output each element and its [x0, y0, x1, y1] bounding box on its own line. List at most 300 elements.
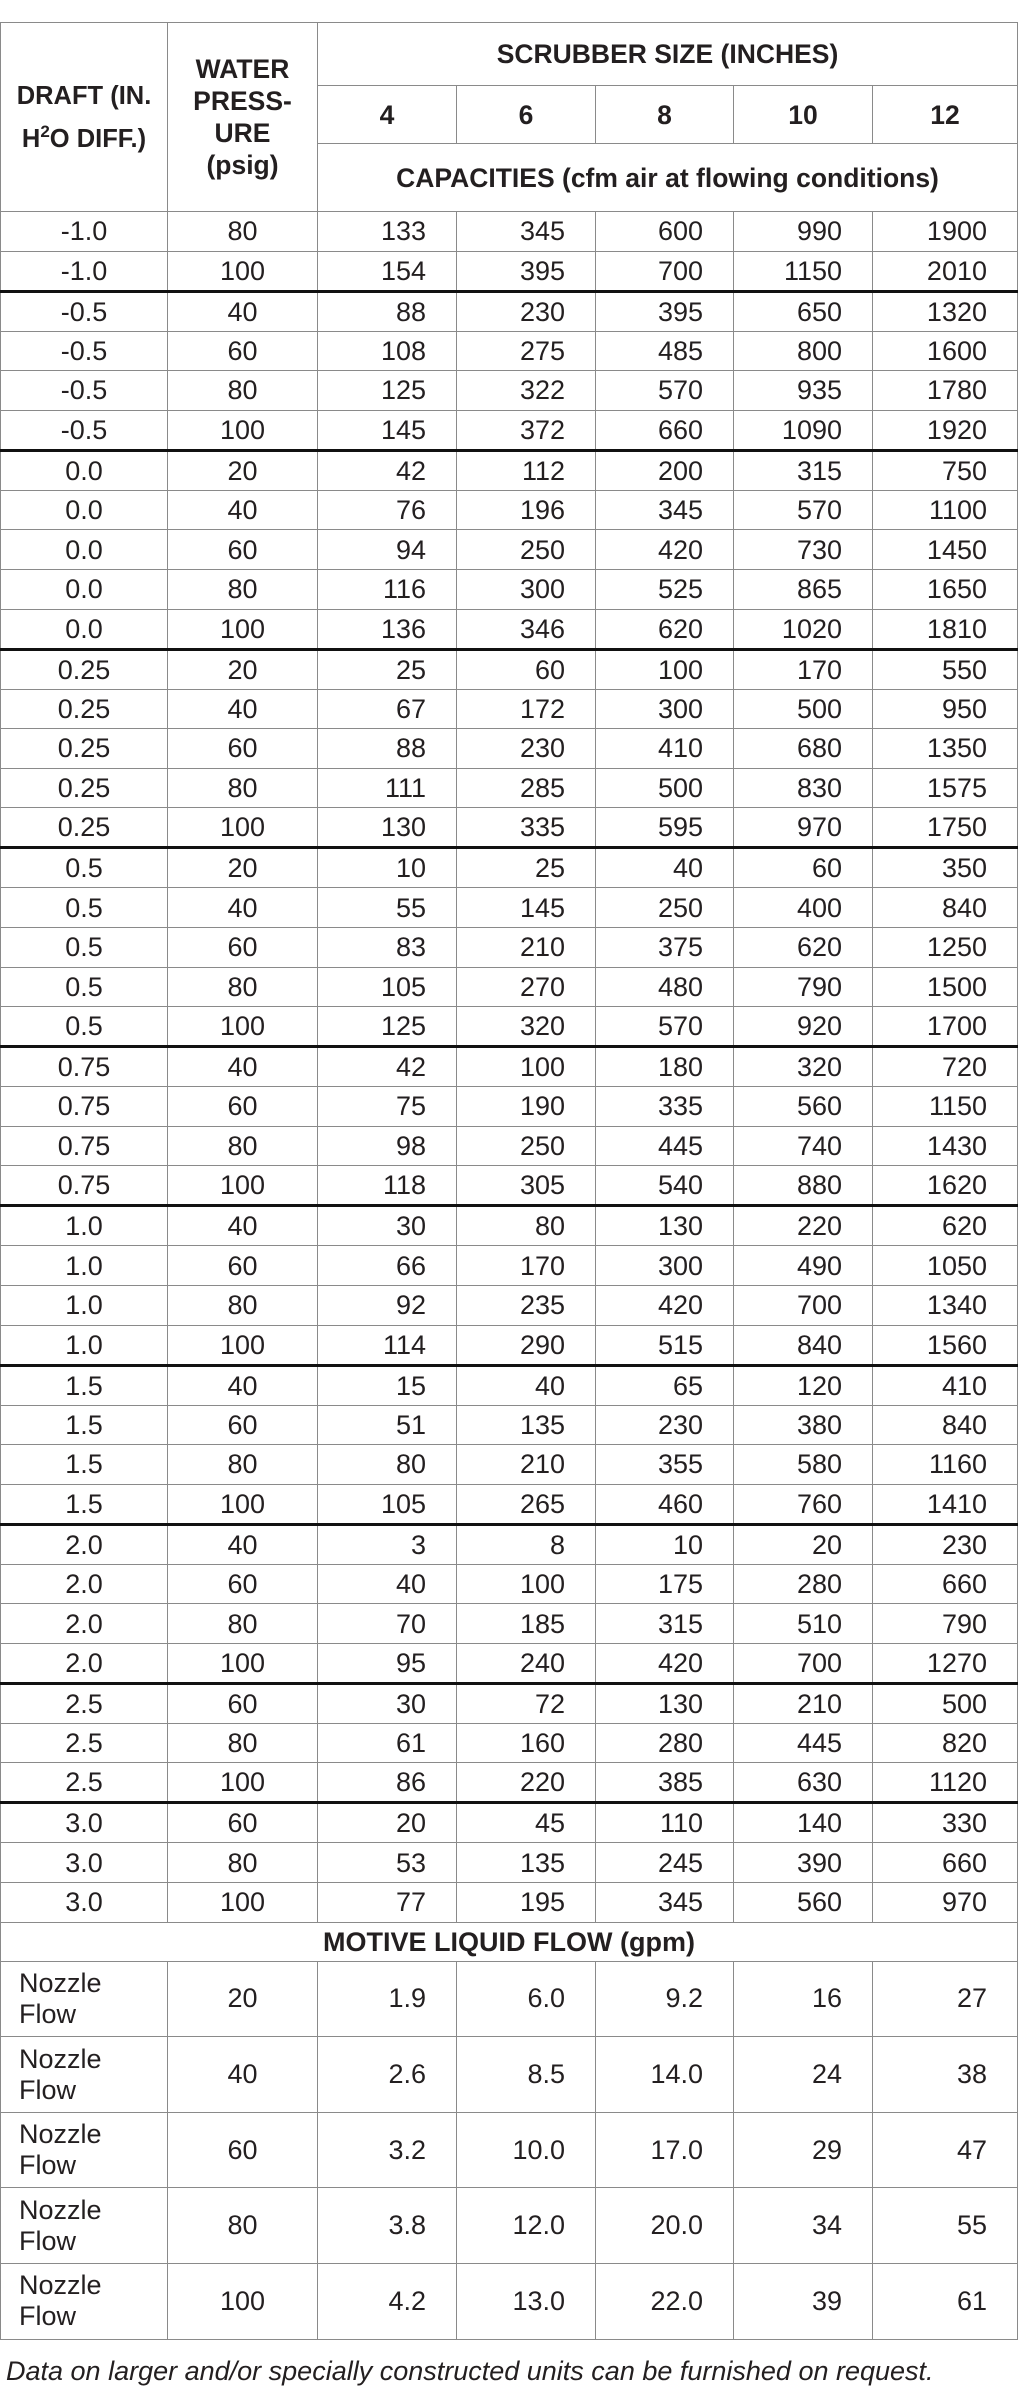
flow-cell: 22.0 — [596, 2264, 734, 2340]
pressure-cell: 100 — [168, 609, 318, 649]
capacity-cell: 10 — [596, 1524, 734, 1564]
capacity-cell: 1020 — [734, 609, 873, 649]
capacity-cell: 420 — [596, 1643, 734, 1683]
capacity-cell: 630 — [734, 1763, 873, 1803]
table-row — [1, 1285, 1018, 1325]
draft-cell: 0.0 — [1, 609, 168, 649]
nozzle-label-cell — [1, 2264, 168, 2340]
capacity-cell: 830 — [734, 768, 873, 808]
table-row — [1, 1604, 1018, 1644]
capacity-cell: 180 — [596, 1047, 734, 1087]
capacity-cell: 680 — [734, 729, 873, 769]
capacity-cell: 190 — [457, 1087, 596, 1127]
water-header-line1: WATER — [195, 54, 290, 84]
pressure-cell: 20 — [168, 649, 318, 689]
size-header-cell: 4 — [318, 86, 457, 144]
capacity-cell: 420 — [596, 530, 734, 570]
table-row — [1, 1843, 1018, 1883]
capacity-cell: 1120 — [873, 1763, 1018, 1803]
draft-cell: 0.75 — [1, 1126, 168, 1166]
flow-cell: 14.0 — [596, 2037, 734, 2113]
capacity-cell: 98 — [318, 1126, 457, 1166]
capacity-cell: 3 — [318, 1524, 457, 1564]
capacity-cell: 230 — [457, 291, 596, 331]
capacity-cell: 300 — [457, 569, 596, 609]
capacity-cell: 25 — [318, 649, 457, 689]
capacity-cell: 53 — [318, 1843, 457, 1883]
draft-header-sup: 2 — [40, 121, 50, 141]
capacity-cell: 230 — [457, 729, 596, 769]
draft-cell: 0.0 — [1, 530, 168, 570]
capacity-cell: 66 — [318, 1246, 457, 1286]
capacity-cell: 1450 — [873, 530, 1018, 570]
capacity-cell: 1050 — [873, 1246, 1018, 1286]
capacity-cell: 210 — [734, 1683, 873, 1723]
pressure-cell: 60 — [168, 1087, 318, 1127]
capacity-cell: 595 — [596, 808, 734, 848]
capacity-cell: 125 — [318, 1007, 457, 1047]
draft-cell: 0.5 — [1, 848, 168, 888]
capacity-cell: 75 — [318, 1087, 457, 1127]
capacity-cell: 970 — [734, 808, 873, 848]
capacity-cell: 600 — [596, 212, 734, 252]
pressure-cell: 100 — [168, 1166, 318, 1206]
capacity-cell: 240 — [457, 1643, 596, 1683]
pressure-cell: 60 — [168, 1564, 318, 1604]
capacity-cell: 55 — [318, 888, 457, 928]
capacity-cell: 1160 — [873, 1445, 1018, 1485]
flow-cell: 10.0 — [457, 2112, 596, 2188]
capacity-cell: 135 — [457, 1405, 596, 1445]
capacity-cell: 1090 — [734, 410, 873, 450]
nozzle-label-cell — [1, 2112, 168, 2188]
capacity-cell: 130 — [318, 808, 457, 848]
capacity-cell: 105 — [318, 1484, 457, 1524]
capacity-cell: 130 — [596, 1683, 734, 1723]
nozzle-label-line2: Flow — [19, 2150, 77, 2181]
flow-cell: 29 — [734, 2112, 873, 2188]
capacity-cell: 1600 — [873, 331, 1018, 371]
draft-header-h: H — [21, 124, 41, 153]
capacity-cell: 1750 — [873, 808, 1018, 848]
pressure-cell: 100 — [168, 1763, 318, 1803]
capacity-cell: 1920 — [873, 410, 1018, 450]
capacity-cell: 500 — [734, 689, 873, 729]
draft-cell: 0.5 — [1, 888, 168, 928]
capacity-cell: 1620 — [873, 1166, 1018, 1206]
nozzle-label-line1: Nozzle — [19, 2119, 102, 2150]
nozzle-row — [1, 2188, 1018, 2264]
table-row — [1, 331, 1018, 371]
pressure-cell: 100 — [168, 1325, 318, 1365]
capacity-cell: 840 — [873, 888, 1018, 928]
table-row — [1, 1763, 1018, 1803]
water-header-line2: PRESS- — [193, 86, 292, 116]
capacity-cell: 322 — [457, 371, 596, 411]
capacity-cell: 345 — [457, 212, 596, 252]
pressure-cell: 80 — [168, 967, 318, 1007]
capacity-cell: 1320 — [873, 291, 1018, 331]
nozzle-label-cell — [1, 1961, 168, 2037]
pressure-cell: 20 — [168, 1961, 318, 2037]
pressure-cell: 100 — [168, 1484, 318, 1524]
capacity-cell: 116 — [318, 569, 457, 609]
capacity-cell: 500 — [873, 1683, 1018, 1723]
pressure-cell: 100 — [168, 1883, 318, 1923]
flow-cell: 1.9 — [318, 1961, 457, 2037]
capacity-cell: 8 — [457, 1524, 596, 1564]
pressure-cell: 40 — [168, 1047, 318, 1087]
draft-cell: 3.0 — [1, 1843, 168, 1883]
capacity-cell: 110 — [596, 1803, 734, 1843]
nozzle-label-cell — [1, 2188, 168, 2264]
capacity-cell: 30 — [318, 1683, 457, 1723]
capacity-cell: 720 — [873, 1047, 1018, 1087]
capacity-cell: 540 — [596, 1166, 734, 1206]
capacity-cell: 220 — [734, 1206, 873, 1246]
draft-cell: 2.0 — [1, 1643, 168, 1683]
table-row — [1, 1007, 1018, 1047]
flow-cell: 27 — [873, 1961, 1018, 2037]
size-header-cell: 8 — [596, 86, 734, 144]
pressure-cell: 40 — [168, 1365, 318, 1405]
capacity-cell: 114 — [318, 1325, 457, 1365]
capacity-cell: 700 — [596, 251, 734, 291]
capacity-cell: 88 — [318, 291, 457, 331]
pressure-cell: 100 — [168, 808, 318, 848]
capacity-cell: 1100 — [873, 490, 1018, 530]
nozzle-label-line2: Flow — [19, 2225, 77, 2256]
scrubber-size-header: SCRUBBER SIZE (INCHES) — [318, 23, 1018, 86]
capacity-cell: 275 — [457, 331, 596, 371]
draft-cell: 0.5 — [1, 1007, 168, 1047]
pressure-cell: 60 — [168, 1405, 318, 1445]
pressure-cell: 100 — [168, 251, 318, 291]
nozzle-label-cell — [1, 2037, 168, 2113]
draft-cell: 2.0 — [1, 1604, 168, 1644]
pressure-cell: 40 — [168, 1524, 318, 1564]
motive-liquid-flow-title: MOTIVE LIQUID FLOW (gpm) — [1, 1922, 1018, 1961]
capacity-cell: 42 — [318, 1047, 457, 1087]
capacity-cell: 145 — [318, 410, 457, 450]
capacity-cell: 1250 — [873, 927, 1018, 967]
table-row — [1, 1643, 1018, 1683]
footnote: Data on larger and/or specially constructed units can be furnished on request. — [6, 2355, 934, 2386]
capacity-cell: 445 — [596, 1126, 734, 1166]
capacity-cell: 760 — [734, 1484, 873, 1524]
nozzle-row — [1, 1961, 1018, 2037]
capacity-rows — [1, 212, 1018, 1923]
capacity-cell: 280 — [734, 1564, 873, 1604]
capacity-cell: 83 — [318, 927, 457, 967]
capacity-cell: 460 — [596, 1484, 734, 1524]
capacity-cell: 70 — [318, 1604, 457, 1644]
capacity-cell: 570 — [596, 1007, 734, 1047]
table-row — [1, 1564, 1018, 1604]
capacity-cell: 265 — [457, 1484, 596, 1524]
nozzle-label-line1: Nozzle — [19, 2270, 102, 2301]
nozzle-row — [1, 2112, 1018, 2188]
capacity-cell: 65 — [596, 1365, 734, 1405]
table-row — [1, 649, 1018, 689]
capacity-cell: 330 — [873, 1803, 1018, 1843]
capacity-cell: 40 — [318, 1564, 457, 1604]
pressure-cell: 40 — [168, 888, 318, 928]
capacity-cell: 118 — [318, 1166, 457, 1206]
capacity-cell: 355 — [596, 1445, 734, 1485]
capacity-cell: 410 — [873, 1365, 1018, 1405]
capacity-cell: 30 — [318, 1206, 457, 1246]
capacity-cell: 1430 — [873, 1126, 1018, 1166]
capacity-cell: 410 — [596, 729, 734, 769]
capacity-cell: 1270 — [873, 1643, 1018, 1683]
capacity-cell: 185 — [457, 1604, 596, 1644]
capacity-cell: 25 — [457, 848, 596, 888]
table-row — [1, 1803, 1018, 1843]
draft-cell: 1.5 — [1, 1484, 168, 1524]
capacity-cell: 270 — [457, 967, 596, 1007]
capacity-cell: 1500 — [873, 967, 1018, 1007]
draft-cell: 0.25 — [1, 808, 168, 848]
capacity-cell: 300 — [596, 689, 734, 729]
table-row — [1, 768, 1018, 808]
capacity-cell: 1810 — [873, 609, 1018, 649]
draft-cell: 2.5 — [1, 1723, 168, 1763]
capacity-cell: 154 — [318, 251, 457, 291]
capacity-cell: 125 — [318, 371, 457, 411]
capacity-cell: 346 — [457, 609, 596, 649]
capacity-cell: 230 — [596, 1405, 734, 1445]
draft-cell: 0.75 — [1, 1087, 168, 1127]
table-row — [1, 371, 1018, 411]
draft-cell: 0.75 — [1, 1047, 168, 1087]
draft-cell: -0.5 — [1, 410, 168, 450]
draft-cell: 3.0 — [1, 1883, 168, 1923]
capacity-cell: 45 — [457, 1803, 596, 1843]
draft-cell: 0.25 — [1, 729, 168, 769]
flow-cell: 34 — [734, 2188, 873, 2264]
capacity-cell: 135 — [457, 1843, 596, 1883]
capacity-cell: 500 — [596, 768, 734, 808]
table-row — [1, 1126, 1018, 1166]
capacity-cell: 133 — [318, 212, 457, 252]
capacity-cell: 76 — [318, 490, 457, 530]
draft-cell: 2.0 — [1, 1564, 168, 1604]
capacity-cell: 480 — [596, 967, 734, 1007]
table-row — [1, 569, 1018, 609]
capacity-cell: 320 — [457, 1007, 596, 1047]
capacity-cell: 560 — [734, 1087, 873, 1127]
pressure-cell: 60 — [168, 927, 318, 967]
capacity-cell: 730 — [734, 530, 873, 570]
capacity-cell: 67 — [318, 689, 457, 729]
capacity-cell: 660 — [873, 1843, 1018, 1883]
draft-cell: 1.5 — [1, 1365, 168, 1405]
capacity-cell: 820 — [873, 1723, 1018, 1763]
draft-cell: -1.0 — [1, 212, 168, 252]
water-header-line4: (psig) — [206, 150, 279, 180]
capacity-cell: 20 — [318, 1803, 457, 1843]
capacity-cell: 950 — [873, 689, 1018, 729]
capacity-cell: 350 — [873, 848, 1018, 888]
size-header-cell: 12 — [873, 86, 1018, 144]
capacity-cell: 140 — [734, 1803, 873, 1843]
draft-cell: 0.5 — [1, 967, 168, 1007]
capacity-cell: 305 — [457, 1166, 596, 1206]
pressure-cell: 100 — [168, 1007, 318, 1047]
flow-cell: 12.0 — [457, 2188, 596, 2264]
capacity-cell: 345 — [596, 490, 734, 530]
water-header-line3: URE — [214, 118, 271, 148]
pressure-cell: 60 — [168, 530, 318, 570]
pressure-cell: 40 — [168, 291, 318, 331]
pressure-cell: 80 — [168, 2188, 318, 2264]
draft-cell: 1.5 — [1, 1445, 168, 1485]
capacity-cell: 136 — [318, 609, 457, 649]
pressure-cell: 80 — [168, 1843, 318, 1883]
capacity-cell: 94 — [318, 530, 457, 570]
capacity-cell: 145 — [457, 888, 596, 928]
draft-cell: 0.0 — [1, 569, 168, 609]
capacity-cell: 650 — [734, 291, 873, 331]
draft-header — [1, 23, 168, 212]
nozzle-row — [1, 2264, 1018, 2340]
pressure-cell: 80 — [168, 371, 318, 411]
draft-header-line1: DRAFT (IN. — [16, 81, 152, 110]
capacity-cell: 80 — [457, 1206, 596, 1246]
capacity-cell: 196 — [457, 490, 596, 530]
capacity-cell: 285 — [457, 768, 596, 808]
capacity-cell: 210 — [457, 927, 596, 967]
draft-cell: 0.0 — [1, 490, 168, 530]
draft-cell: 0.25 — [1, 768, 168, 808]
pressure-cell: 20 — [168, 848, 318, 888]
table-header — [1, 23, 1018, 212]
draft-cell: -1.0 — [1, 251, 168, 291]
flow-cell: 38 — [873, 2037, 1018, 2113]
capacity-cell: 335 — [457, 808, 596, 848]
capacity-cell: 10 — [318, 848, 457, 888]
capacity-cell: 315 — [734, 450, 873, 490]
table-row — [1, 1405, 1018, 1445]
draft-cell: 3.0 — [1, 1803, 168, 1843]
capacity-cell: 40 — [457, 1365, 596, 1405]
pressure-cell: 20 — [168, 450, 318, 490]
capacity-cell: 20 — [734, 1524, 873, 1564]
capacity-cell: 700 — [734, 1285, 873, 1325]
pressure-cell: 60 — [168, 729, 318, 769]
size-header-cell: 6 — [457, 86, 596, 144]
flow-cell: 39 — [734, 2264, 873, 2340]
capacity-cell: 88 — [318, 729, 457, 769]
capacity-cell: 800 — [734, 331, 873, 371]
flow-cell: 61 — [873, 2264, 1018, 2340]
capacity-cell: 865 — [734, 569, 873, 609]
pressure-cell: 80 — [168, 768, 318, 808]
capacity-cell: 380 — [734, 1405, 873, 1445]
capacity-cell: 395 — [457, 251, 596, 291]
capacity-cell: 490 — [734, 1246, 873, 1286]
capacity-cell: 100 — [457, 1564, 596, 1604]
capacity-cell: 335 — [596, 1087, 734, 1127]
pressure-cell: 60 — [168, 2112, 318, 2188]
draft-cell: -0.5 — [1, 371, 168, 411]
capacity-cell: 105 — [318, 967, 457, 1007]
capacity-cell: 245 — [596, 1843, 734, 1883]
capacity-cell: 1575 — [873, 768, 1018, 808]
pressure-cell: 40 — [168, 1206, 318, 1246]
table-row — [1, 1723, 1018, 1763]
capacity-cell: 170 — [734, 649, 873, 689]
capacity-cell: 95 — [318, 1643, 457, 1683]
table-row — [1, 1166, 1018, 1206]
capacity-cell: 250 — [457, 530, 596, 570]
capacity-cell: 580 — [734, 1445, 873, 1485]
capacity-cell: 560 — [734, 1883, 873, 1923]
pressure-cell: 40 — [168, 2037, 318, 2113]
draft-cell: -0.5 — [1, 331, 168, 371]
draft-cell: 1.0 — [1, 1206, 168, 1246]
capacity-cell: 92 — [318, 1285, 457, 1325]
capacity-cell: 42 — [318, 450, 457, 490]
capacity-cell: 15 — [318, 1365, 457, 1405]
capacity-cell: 420 — [596, 1285, 734, 1325]
table-row — [1, 848, 1018, 888]
capacity-cell: 61 — [318, 1723, 457, 1763]
pressure-cell: 40 — [168, 490, 318, 530]
size-header-cell: 10 — [734, 86, 873, 144]
capacity-cell: 570 — [596, 371, 734, 411]
flow-cell: 47 — [873, 2112, 1018, 2188]
scrubber-capacity-table — [0, 22, 1018, 2340]
table-row — [1, 1246, 1018, 1286]
pressure-cell: 100 — [168, 410, 318, 450]
capacity-cell: 195 — [457, 1883, 596, 1923]
capacities-header: CAPACITIES (cfm air at flowing conditions) — [318, 144, 1018, 212]
capacity-cell: 51 — [318, 1405, 457, 1445]
table-row — [1, 1445, 1018, 1485]
capacity-cell: 390 — [734, 1843, 873, 1883]
flow-cell: 4.2 — [318, 2264, 457, 2340]
capacity-cell: 1150 — [734, 251, 873, 291]
capacity-cell: 445 — [734, 1723, 873, 1763]
draft-cell: 0.0 — [1, 450, 168, 490]
draft-cell: 0.75 — [1, 1166, 168, 1206]
capacity-cell: 345 — [596, 1883, 734, 1923]
table-row — [1, 967, 1018, 1007]
capacity-cell: 80 — [318, 1445, 457, 1485]
capacity-cell: 515 — [596, 1325, 734, 1365]
capacity-cell: 970 — [873, 1883, 1018, 1923]
draft-cell: 0.25 — [1, 649, 168, 689]
capacity-cell: 315 — [596, 1604, 734, 1644]
capacity-cell: 935 — [734, 371, 873, 411]
capacity-cell: 1340 — [873, 1285, 1018, 1325]
table-row — [1, 1524, 1018, 1564]
capacity-cell: 1650 — [873, 569, 1018, 609]
capacity-cell: 790 — [873, 1604, 1018, 1644]
table-row — [1, 927, 1018, 967]
capacity-cell: 172 — [457, 689, 596, 729]
capacity-cell: 750 — [873, 450, 1018, 490]
capacity-cell: 280 — [596, 1723, 734, 1763]
pressure-cell: 100 — [168, 1643, 318, 1683]
pressure-cell: 60 — [168, 1246, 318, 1286]
capacity-cell: 100 — [596, 649, 734, 689]
capacity-cell: 320 — [734, 1047, 873, 1087]
table-row — [1, 1883, 1018, 1923]
draft-cell: 2.5 — [1, 1683, 168, 1723]
